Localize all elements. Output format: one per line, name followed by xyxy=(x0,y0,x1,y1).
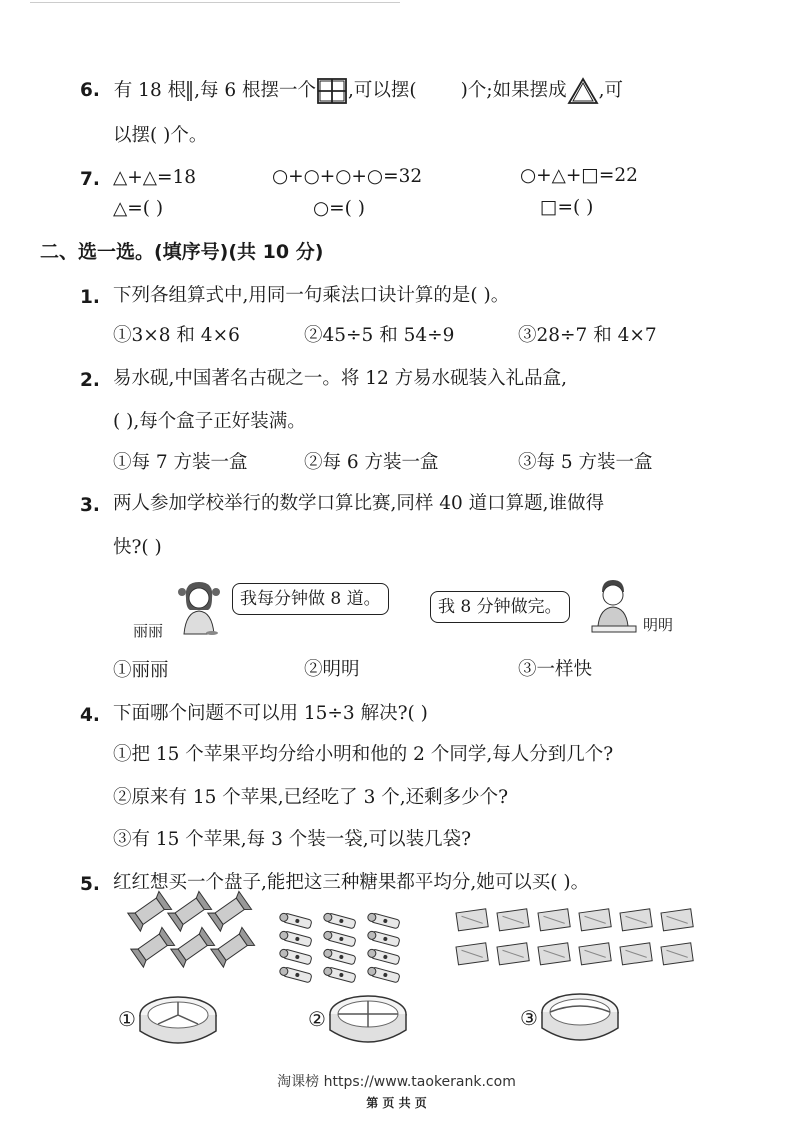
candy-group-c xyxy=(448,905,708,985)
candy-stick xyxy=(367,948,400,965)
q7-ans2: ○=( ) xyxy=(313,198,365,219)
q5-number: 5. xyxy=(80,874,100,895)
candy-stick xyxy=(367,966,400,983)
q1-opt1: ①3×8 和 4×6 xyxy=(113,325,240,346)
q4-opt1: ①把 15 个苹果平均分给小明和他的 2 个同学,每人分到几个? xyxy=(113,744,614,765)
candy-wrapped xyxy=(171,927,215,967)
triangle-icon xyxy=(567,77,599,105)
footer-watermark: 淘课榜 https://www.taokerank.com xyxy=(277,1074,516,1090)
candy-wrapped xyxy=(168,891,212,931)
candy-stick xyxy=(323,948,356,965)
q7-eq1: △+△=18 xyxy=(113,167,196,188)
window-grid-icon xyxy=(316,77,348,105)
plate-3-sections xyxy=(138,993,218,1053)
candy-flat xyxy=(497,909,529,931)
candy-flat xyxy=(661,943,693,965)
q6-line1 xyxy=(80,77,623,105)
boy-name-label: 明明 xyxy=(643,616,674,634)
q1-opt2: ②45÷5 和 54÷9 xyxy=(304,325,455,346)
q3-text2: 快?( ) xyxy=(113,537,162,558)
q6-number: 6. xyxy=(80,80,100,101)
q6-seg2: ,每 6 根摆一个 xyxy=(194,80,317,101)
plate1-label: ① xyxy=(118,1007,136,1031)
candy-stick xyxy=(279,948,312,965)
candy-flat xyxy=(456,909,488,931)
q2-opt1: ①每 7 方装一盒 xyxy=(113,452,248,473)
candy-wrapped xyxy=(131,927,175,967)
candy-wrapped xyxy=(208,891,252,931)
candy-flat xyxy=(620,943,652,965)
candy-stick xyxy=(367,912,400,929)
q1-text: 下列各组算式中,用同一句乘法口诀计算的是( )。 xyxy=(113,285,510,306)
candy-flat xyxy=(538,909,570,931)
candy-stick xyxy=(323,966,356,983)
q7-ans3: □=( ) xyxy=(540,197,594,218)
q4-number: 4. xyxy=(80,705,100,726)
candy-flat xyxy=(579,909,611,931)
plate2-label: ② xyxy=(308,1007,326,1031)
q5-text: 红红想买一个盘子,能把这三种糖果都平均分,她可以买( )。 xyxy=(113,872,590,893)
top-rule xyxy=(30,2,400,3)
candy-flat xyxy=(538,943,570,965)
q2-text2: ( ),每个盒子正好装满。 xyxy=(113,411,306,432)
plate-4-sections xyxy=(328,992,408,1052)
q2-text: 易水砚,中国著名古砚之一。将 12 方易水砚装入礼品盒, xyxy=(113,368,568,389)
q7-ans1: △=( ) xyxy=(113,198,164,219)
q6-seg4: )个;如果摆成 xyxy=(460,80,567,101)
boy-illustration xyxy=(588,576,638,638)
q2-opt2: ②每 6 方装一盒 xyxy=(304,452,439,473)
q2-opt3: ③每 5 方装一盒 xyxy=(518,452,653,473)
q4-text: 下面哪个问题不可以用 15÷3 解决?( ) xyxy=(113,703,428,724)
boy-speech-bubble: 我 8 分钟做完。 xyxy=(430,591,570,623)
candy-flat xyxy=(620,909,652,931)
q4-opt2: ②原来有 15 个苹果,已经吃了 3 个,还剩多少个? xyxy=(113,787,509,808)
candy-flat xyxy=(661,909,693,931)
q7-number: 7. xyxy=(80,169,100,190)
candy-stick xyxy=(323,912,356,929)
candy-stick xyxy=(323,930,356,947)
q7-eq3: ○+△+□=22 xyxy=(520,165,638,186)
candy-wrapped xyxy=(211,927,255,967)
q3-opt1: ①丽丽 xyxy=(113,660,169,681)
q1-number: 1. xyxy=(80,287,100,308)
section2-title: 二、选一选。(填序号)(共 10 分) xyxy=(40,241,324,263)
candy-group-a xyxy=(125,905,265,985)
candy-stick xyxy=(279,912,312,929)
q7-eq2: ○+○+○+○=32 xyxy=(272,166,423,187)
candy-flat xyxy=(497,943,529,965)
candy-stick xyxy=(279,966,312,983)
plate-2-sections xyxy=(540,990,620,1050)
q3-opt3: ③一样快 xyxy=(518,659,593,680)
candy-stick xyxy=(367,930,400,947)
girl-illustration xyxy=(174,578,224,638)
q3-opt2: ②明明 xyxy=(304,659,360,680)
q1-opt3: ③28÷7 和 4×7 xyxy=(518,325,657,346)
candy-wrapped xyxy=(128,891,172,931)
stick-icon xyxy=(186,80,194,102)
q4-opt3: ③有 15 个苹果,每 3 个装一袋,可以装几袋? xyxy=(113,829,472,850)
candy-group-b xyxy=(275,903,425,983)
q6-line2: 以摆( )个。 xyxy=(113,125,208,146)
girl-name-label: 丽丽 xyxy=(133,622,164,640)
q6-seg3: ,可以摆( xyxy=(348,80,417,101)
candy-flat xyxy=(456,943,488,965)
q3-number: 3. xyxy=(80,495,100,516)
candy-stick xyxy=(279,930,312,947)
q6-seg5: ,可 xyxy=(598,80,623,101)
q3-text: 两人参加学校举行的数学口算比赛,同样 40 道口算题,谁做得 xyxy=(113,493,605,514)
girl-speech-bubble: 我每分钟做 8 道。 xyxy=(232,583,389,615)
candy-flat xyxy=(579,943,611,965)
footer-page: 第 页 共 页 xyxy=(366,1096,427,1110)
q2-number: 2. xyxy=(80,370,100,391)
q6-seg1: 有 18 根 xyxy=(113,80,187,101)
plate3-label: ③ xyxy=(520,1006,538,1030)
